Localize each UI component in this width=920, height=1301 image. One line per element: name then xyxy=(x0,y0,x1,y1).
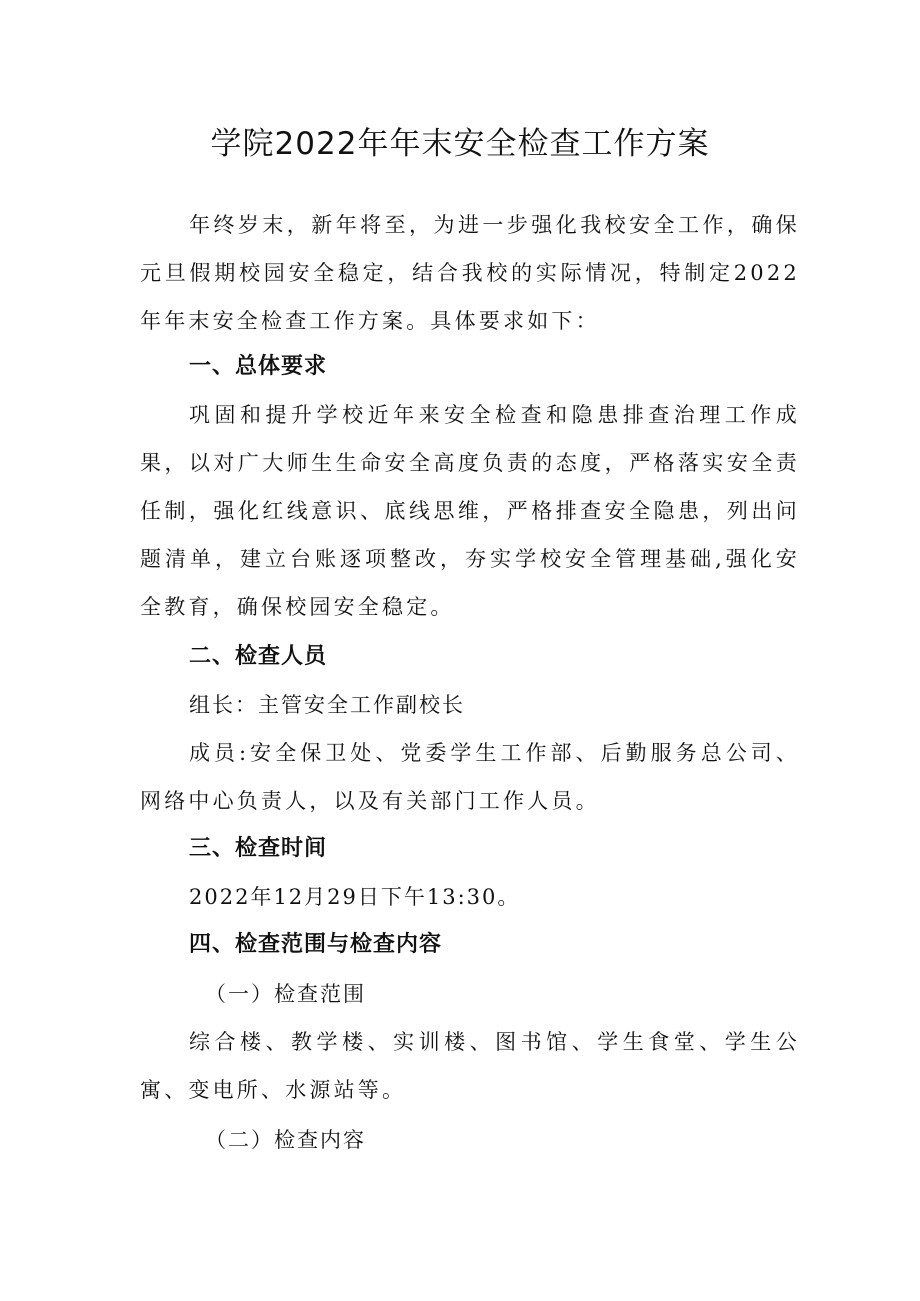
subsection-heading-scope: （一）检查范围 xyxy=(205,982,366,1006)
section-heading-inspection-time: 三、检查时间 xyxy=(189,836,328,861)
inspection-members-paragraph: 成员:安全保卫处、党委学生工作部、后勤服务总公司、网络中心负责人，以及有关部门工作人员。 xyxy=(140,741,800,813)
subsection-heading-content: （二）检查内容 xyxy=(205,1128,366,1152)
scope-paragraph: 综合楼、教学楼、实训楼、图书馆、学生食堂、学生公寓、变电所、水源站等。 xyxy=(140,1030,800,1102)
section-heading-inspection-personnel: 二、检查人员 xyxy=(189,644,328,669)
intro-paragraph: 年终岁末，新年将至，为进一步强化我校安全工作，确保元旦假期校园安全稳定，结合我校的实际情况，特制定2022年年末安全检查工作方案。具体要求如下： xyxy=(140,213,800,333)
document-title: 学院2022年年末安全检查工作方案 xyxy=(210,126,710,162)
inspection-leader-line: 组长：主管安全工作副校长 xyxy=(189,693,465,717)
section-heading-scope-and-content: 四、检查范围与检查内容 xyxy=(189,932,443,957)
section-heading-general-requirements: 一、总体要求 xyxy=(189,354,328,379)
inspection-time-line: 2022年12月29日下午13:30。 xyxy=(189,885,521,909)
general-requirements-paragraph: 巩固和提升学校近年来安全检查和隐患排查治理工作成果，以对广大师生生命安全高度负责的态度，严格落实安全责任制，强化红线意识、底线思维，严格排查安全隐患，列出问题清单，建立台账逐项整改，夯实学校安全管理基础,强化安全教育，确保校园安全稳定。 xyxy=(140,403,800,619)
